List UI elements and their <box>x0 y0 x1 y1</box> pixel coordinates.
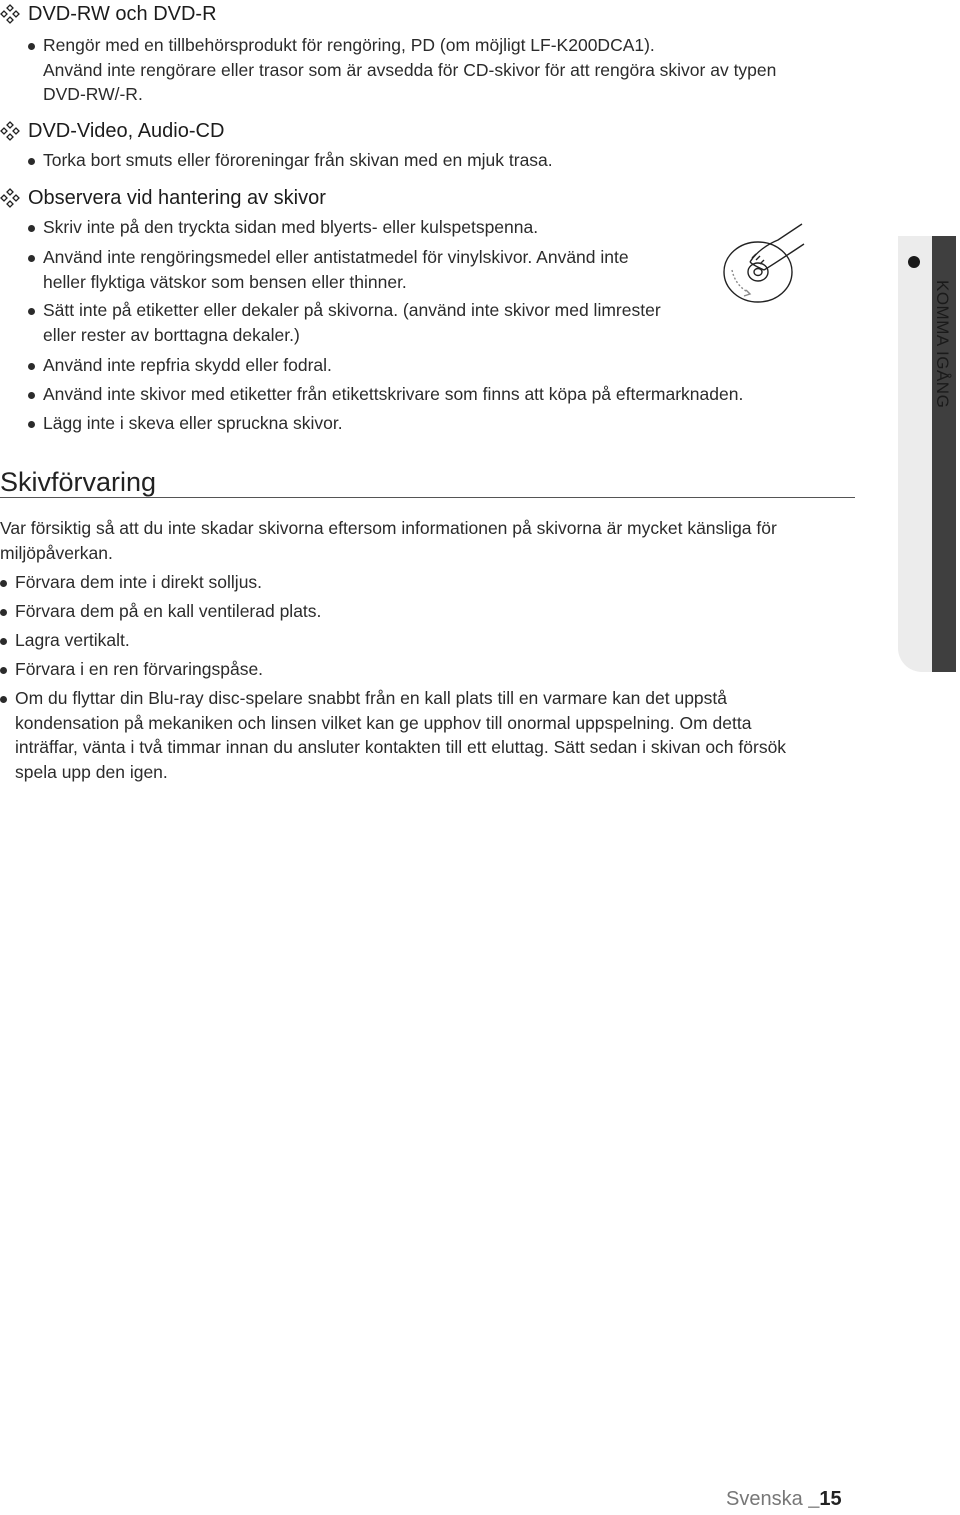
page-number: _15 <box>808 1488 842 1510</box>
diamond-bullet-icon <box>0 188 28 208</box>
list-item: Lägg inte i skeva eller spruckna skivor. <box>28 411 343 436</box>
section-heading-dvd-video: DVD-Video, Audio-CD <box>0 119 224 143</box>
divider <box>0 497 855 498</box>
diamond-bullet-icon <box>0 121 28 141</box>
diamond-bullet-icon <box>0 4 28 24</box>
list-item: Förvara i en ren förvaringspåse. <box>0 657 263 682</box>
section-heading-handling: Observera vid hantering av skivor <box>0 186 326 210</box>
list-item: Torka bort smuts eller föroreningar från skivan med en mjuk trasa. <box>28 148 553 173</box>
list-item: Lagra vertikalt. <box>0 628 130 653</box>
list-item: Använd inte rengöringsmedel eller antistatmedel för vinylskivor. Använd inte heller flyktiga vätskor som bensen eller thinner. <box>28 245 629 294</box>
list-item: Använd inte skivor med etiketter från etikettskrivare som finns att köpa på eftermarknaden. <box>28 382 743 407</box>
tab-dot-icon <box>908 256 920 268</box>
side-tab-label: KOMMA IGÅNG <box>933 280 952 409</box>
list-item: Förvara dem inte i direkt solljus. <box>0 570 262 595</box>
disc-cleaning-illustration <box>720 220 810 315</box>
section-heading-dvd-rw: DVD-RW och DVD-R <box>0 2 217 26</box>
list-item: Sätt inte på etiketter eller dekaler på skivorna. (använd inte skivor med limrester eller rester av borttagna dekaler.) <box>28 298 661 347</box>
section-title-storage: Skivförvaring <box>0 467 157 497</box>
list-item: Använd inte repfria skydd eller fodral. <box>28 353 332 378</box>
storage-intro: Var försiktig så att du inte skadar skivorna eftersom informationen på skivorna är mycket känsliga för miljöpåverkan. <box>0 518 777 563</box>
footer-language: Svenska <box>726 1488 809 1510</box>
list-item: Rengör med en tillbehörsprodukt för rengöring, PD (om möjligt LF-K200DCA1). Använd inte rengörare eller trasor som är avsedda för CD-skivor för att rengöra skivor av typen DVD-RW/-R. <box>28 33 776 107</box>
list-item: Förvara dem på en kall ventilerad plats. <box>0 599 321 624</box>
chapter-side-tab <box>898 236 960 672</box>
list-item: Om du flyttar din Blu-ray disc-spelare snabbt från en kall plats till en varmare kan det uppstå kondensation på mekaniken och linsen vilket kan ge upphov till onormal uppspelning. Om detta inträffar, vänta i två timmar innan du ansluter kontakten till ett eluttag. Sätt sedan i skivan och försök spela upp den igen. <box>0 686 786 784</box>
list-item: Skriv inte på den tryckta sidan med blyerts- eller kulspetspenna. <box>28 215 538 240</box>
page-footer <box>726 1488 842 1511</box>
